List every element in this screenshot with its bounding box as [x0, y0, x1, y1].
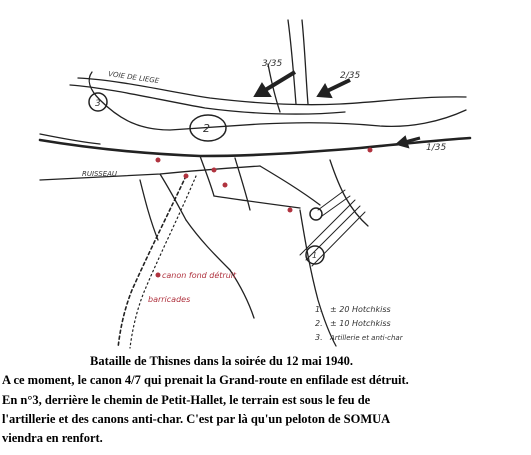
legend-num-2: 2.	[315, 319, 323, 328]
map-stroke	[40, 20, 470, 348]
attack-arrow-3-35	[262, 72, 295, 92]
attack-arrow-2-35	[325, 80, 350, 92]
legend-text-1: ± 20 Hotchkiss	[330, 305, 391, 314]
legend-num-1: 1.	[315, 305, 323, 314]
map-stroke	[300, 200, 365, 266]
map-stroke	[156, 148, 373, 278]
map-stroke	[160, 174, 186, 220]
annotation-line-2: barricades	[148, 295, 191, 304]
caption-line: viendra en renfort.	[2, 431, 103, 445]
red-dot	[288, 208, 293, 213]
map-stroke	[318, 85, 331, 97]
map-stroke	[330, 160, 368, 226]
map-stroke	[200, 156, 214, 196]
caption-line: A ce moment, le canon 4/7 qui prenait la Grand-route en enfilade est détruit.	[2, 373, 409, 387]
position-1-label: 1	[312, 251, 318, 260]
map-stroke	[288, 20, 296, 104]
map-stroke	[235, 158, 250, 210]
map-stroke	[302, 20, 308, 104]
red-dot	[156, 273, 161, 278]
legend-text-2: ± 10 Hotchkiss	[330, 319, 391, 328]
caption-line: l'artillerie et des canons anti-char. C'est par là qu'un peloton de SOMUA	[2, 412, 391, 426]
map-stroke	[140, 180, 158, 240]
map-stroke	[214, 196, 300, 208]
map-stroke	[318, 190, 350, 216]
red-dot	[223, 183, 228, 188]
legend-text-3: Artillerie et anti-char	[330, 334, 403, 342]
caption-line: En n°3, derrière le chemin de Petit-Hallet, le terrain est sous le feu de	[2, 393, 371, 407]
position-3-label: 3	[95, 99, 101, 109]
annotation-line-1: canon fond détruit	[162, 271, 237, 280]
map-stroke	[260, 166, 320, 205]
red-dot	[212, 168, 217, 173]
legend-num-3: 3.	[315, 333, 323, 342]
caption-title: Bataille de Thisnes dans la soirée du 12 mai 1940.	[90, 354, 353, 368]
red-dot	[156, 158, 161, 163]
position-2-label: 2	[203, 122, 210, 135]
map-stroke	[130, 176, 196, 348]
voie-de-liege-label: VOIE DE LIEGE	[107, 70, 160, 86]
map-stroke	[186, 220, 254, 318]
arrow-1-35-label: 1/35	[426, 143, 447, 153]
arrow-2-35-label: 2/35	[340, 71, 361, 81]
legend	[315, 305, 404, 342]
ruisseau-label: RUISSEAU	[82, 170, 118, 178]
arrow-3-35-label: 3/35	[262, 59, 283, 69]
ruisseau-line	[40, 166, 260, 180]
village-marker	[310, 208, 322, 220]
red-dot	[368, 148, 373, 153]
red-dot	[184, 174, 189, 179]
